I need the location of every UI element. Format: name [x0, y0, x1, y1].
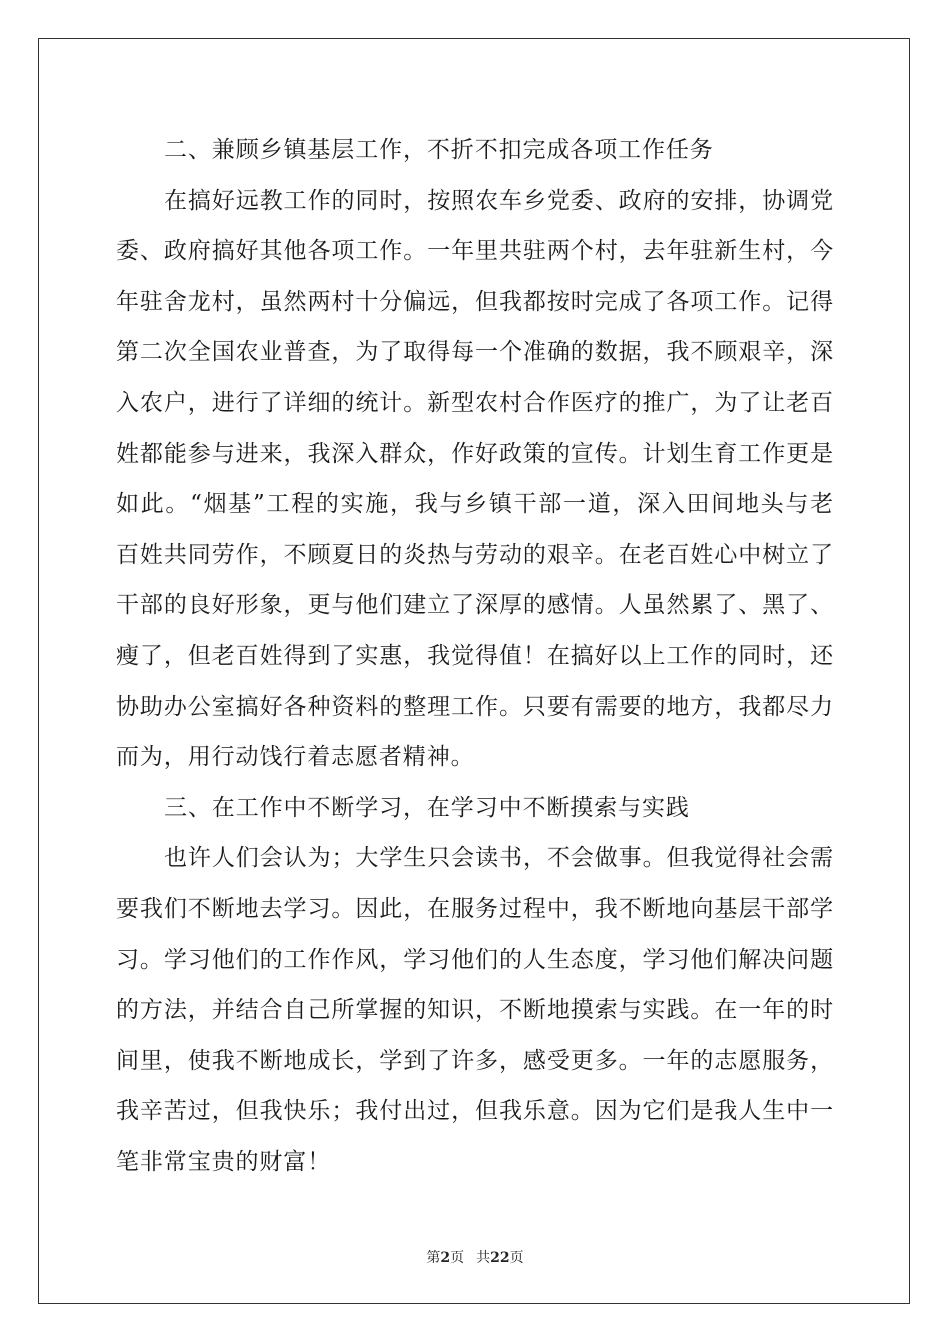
text-line: 习。学习他们的工作作风，学习他们的人生态度，学习他们解决问题 — [116, 946, 834, 973]
text-line: 姓都能参与进来，我深入群众，作好政策的宣传。计划生育工作更是 — [116, 440, 834, 467]
text-line: 三、在工作中不断学习，在学习中不断摸索与实践 — [164, 794, 690, 821]
text-line: 第二次全国农业普查，为了取得每一个准确的数据，我不顾艰辛，深 — [116, 339, 834, 366]
text-line: 也许人们会认为；大学生只会读书，不会做事。但我觉得社会需 — [164, 845, 834, 872]
text-line: 间里，使我不断地成长，学到了许多，感受更多。一年的志愿服务， — [116, 1047, 834, 1074]
text-line: 瘦了，但老百姓得到了实惠，我觉得值！在搞好以上工作的同时，还 — [116, 642, 834, 669]
total-page-count: 22 — [490, 1250, 510, 1266]
text-line: 在搞好远教工作的同时，按照农车乡党委、政府的安排，协调党 — [164, 187, 834, 214]
text-line: 而为，用行动饯行着志愿者精神。 — [116, 744, 475, 771]
text-line: 协助办公室搞好各种资料的整理工作。只要有需要的地方，我都尽力 — [116, 693, 834, 720]
text-line: 二、兼顾乡镇基层工作，不折不扣完成各项工作任务 — [164, 137, 714, 163]
footer-total-suffix: 页 — [509, 1250, 524, 1266]
footer-prefix: 第 — [426, 1250, 441, 1266]
text-line: 的方法，并结合自己所掌握的知识，不断地摸索与实践。在一年的时 — [116, 997, 834, 1024]
footer-page-suffix: 页 — [450, 1250, 465, 1266]
text-line: 我辛苦过，但我快乐；我付出过，但我乐意。因为它们是我人生中一 — [116, 1098, 834, 1125]
text-line: 委、政府搞好其他各项工作。一年里共驻两个村，去年驻新生村，今 — [116, 238, 834, 265]
text-line: 如此。“烟基”工程的实施，我与乡镇干部一道，深入田间地头与老 — [116, 491, 834, 518]
text-line: 笔非常宝贵的财富！ — [116, 1148, 332, 1175]
current-page-number: 2 — [440, 1250, 451, 1266]
text-line: 干部的良好形象，更与他们建立了深厚的感情。人虽然累了、黑了、 — [116, 592, 834, 619]
text-line: 要我们不断地去学习。因此，在服务过程中，我不断地向基层干部学 — [116, 895, 834, 922]
text-line: 百姓共同劳作，不顾夏日的炎热与劳动的艰辛。在老百姓心中树立了 — [116, 541, 834, 568]
footer-total-prefix: 共 — [476, 1250, 491, 1266]
text-line: 年驻舍龙村，虽然两村十分偏远，但我都按时完成了各项工作。记得 — [116, 288, 834, 315]
document-body — [116, 125, 834, 1187]
text-line: 入农户，进行了详细的统计。新型农村合作医疗的推广，为了让老百 — [116, 389, 834, 416]
page-footer — [0, 1247, 950, 1267]
